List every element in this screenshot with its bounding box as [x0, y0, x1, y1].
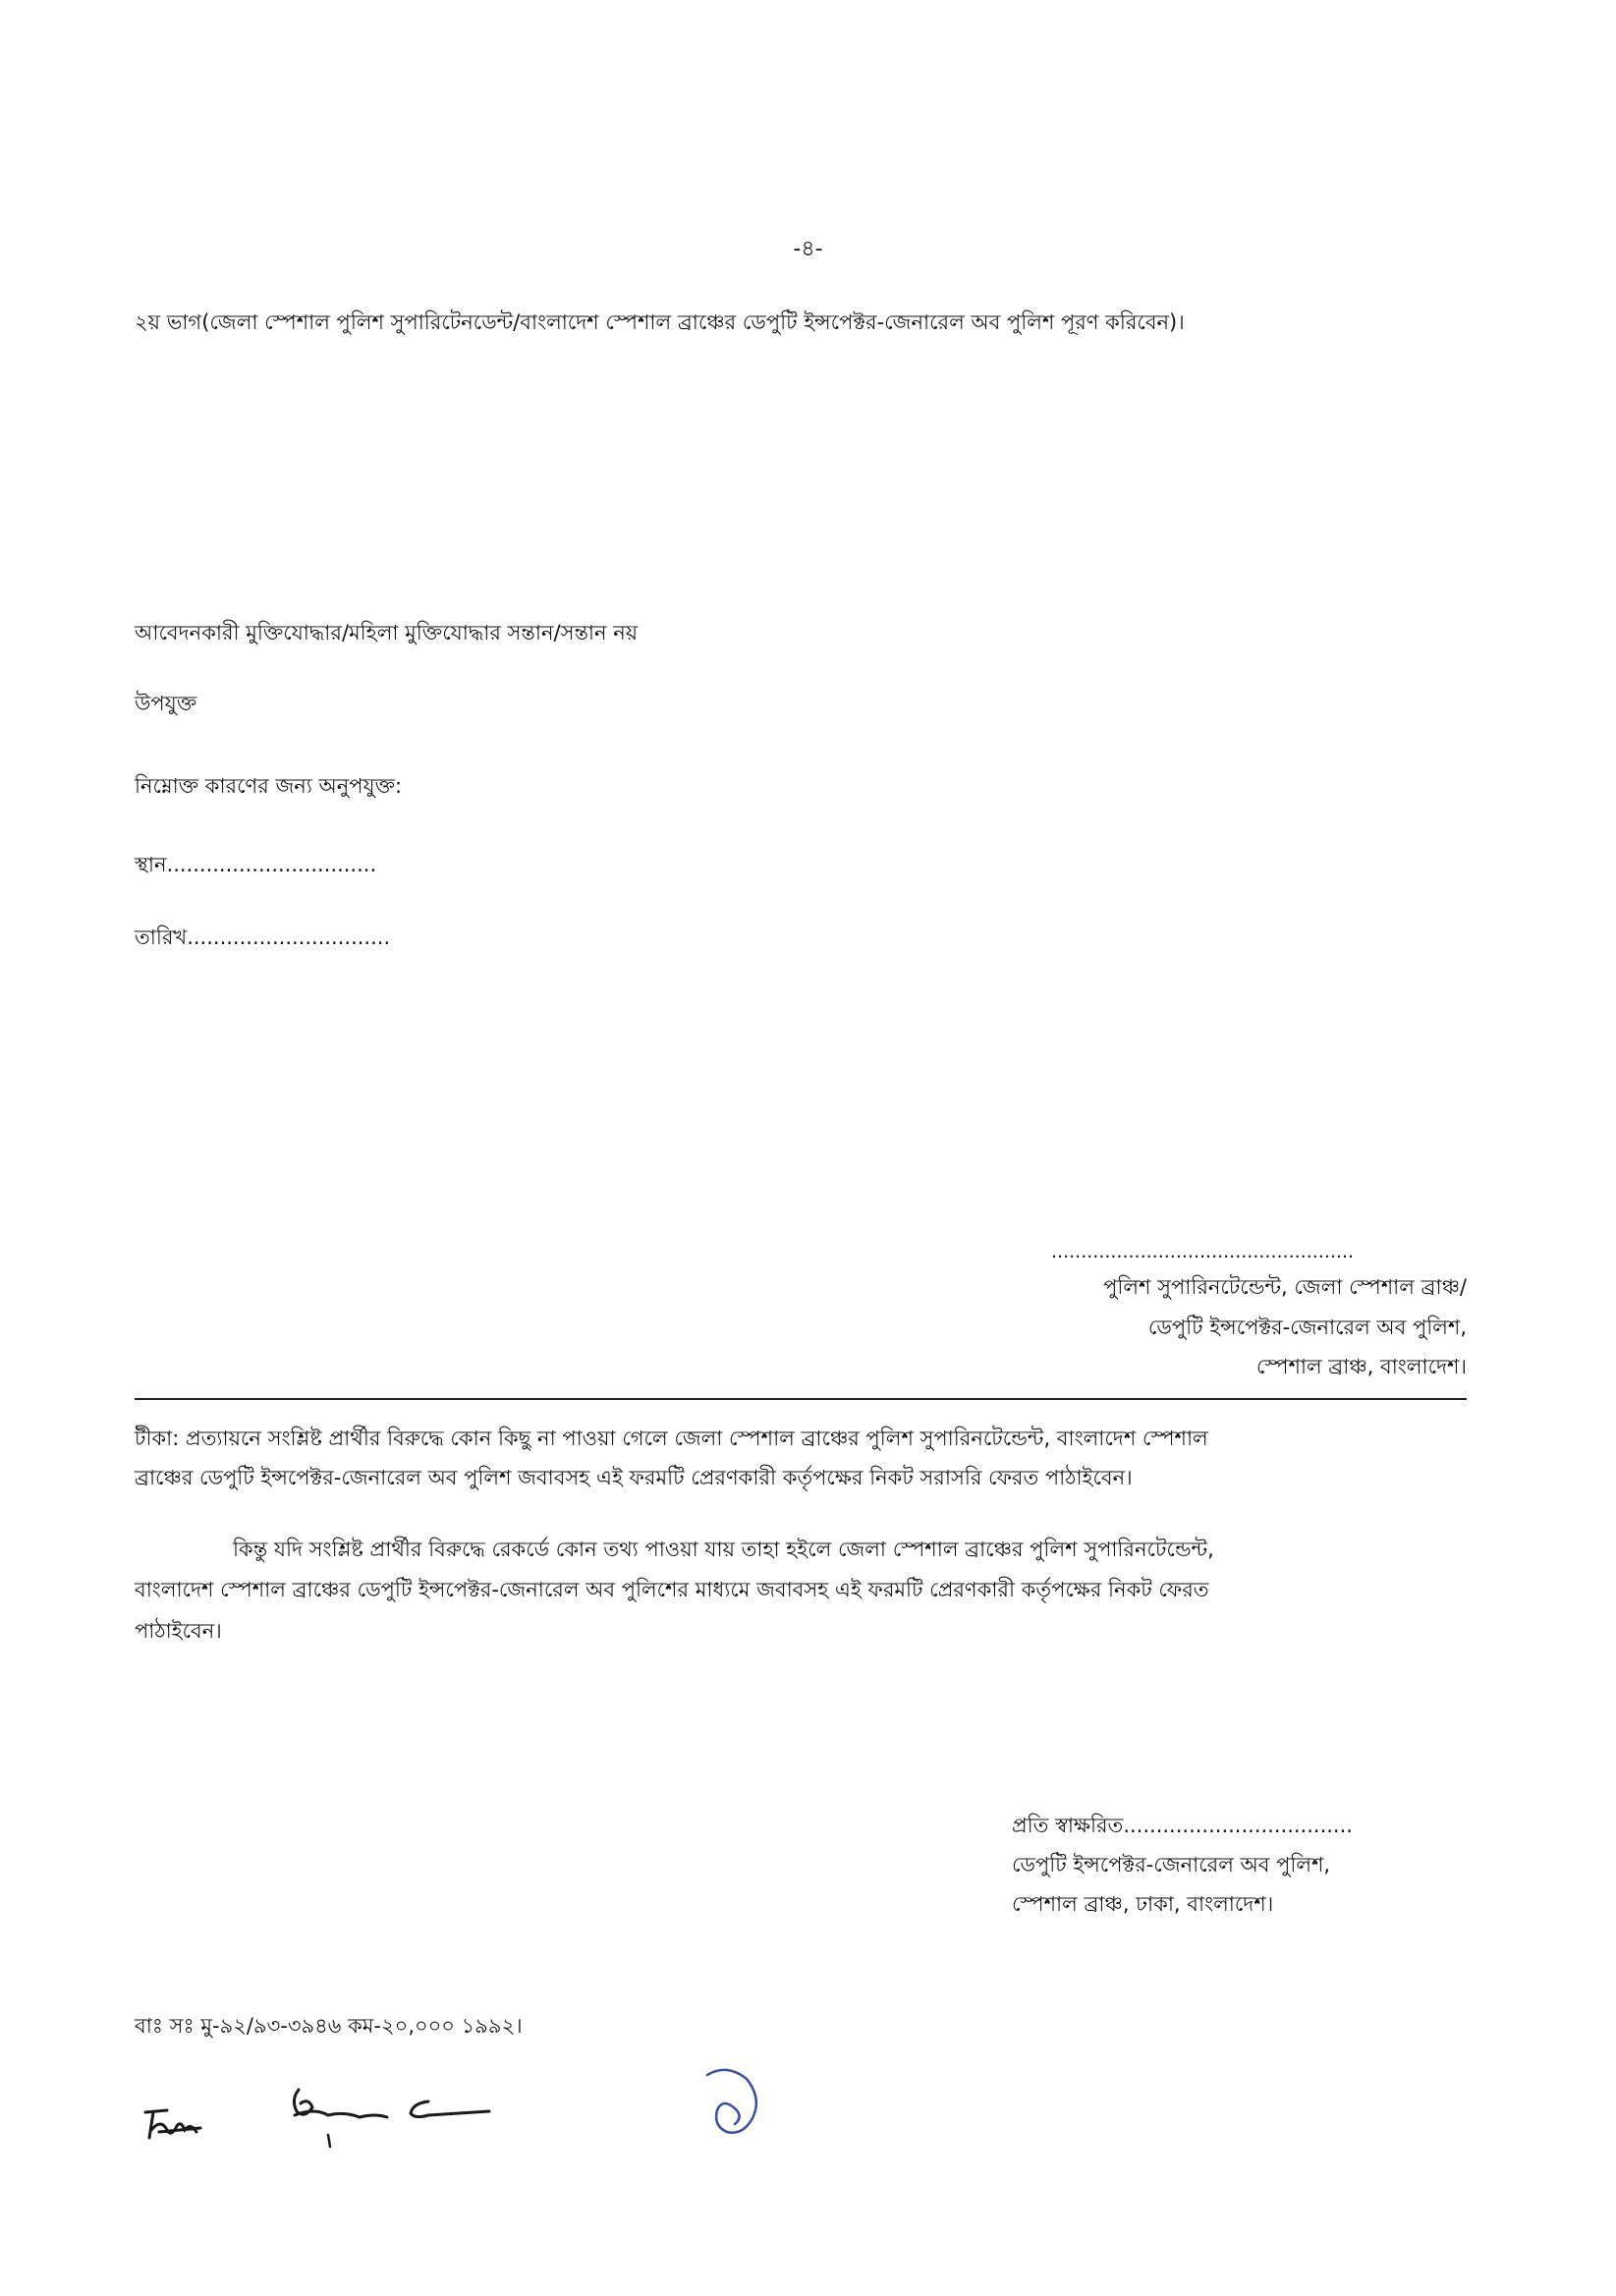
- signature-blue-initial: [688, 2053, 776, 2147]
- signature-2: [285, 2078, 501, 2152]
- note-p2-line3: পাঠাইবেন।: [135, 1619, 222, 1643]
- note-p2-line1: কিন্তু যদি সংশ্লিষ্ট প্রার্থীর বিরুদ্ধে রেকর্ডে কোন তথ্য পাওয়া যায় তাহা হইলে জেলা স্পেশাল ব্রাঞ্চের পুলিশ সুপারিনটেন্ডেন্ট,: [233, 1538, 1214, 1561]
- part-heading: ২য় ভাগ(জেলা স্পেশাল পুলিশ সুপারিটেনডেন্ট/বাংলাদেশ স্পেশাল ব্রাঞ্চের ডেপুটি ইন্সপেক্টর-জেনারেল অব পুলিশ পূরণ করিবেন)।: [135, 310, 1185, 334]
- countersign-line: প্রতি স্বাক্ষরিত...................................: [1012, 1814, 1353, 1837]
- note-p2-line2: বাংলাদেশ স্পেশাল ব্রাঞ্চের ডেপুটি ইন্সপেক্টর-জেনারেল অব পুলিশের মাধ্যমে জবাবসহ এই ফরমটি প্রেরণকারী কর্তৃপক্ষের নিকট ফেরত: [135, 1578, 1209, 1601]
- signatory-title-3: স্পেশাল ব্রাঞ্চ, বাংলাদেশ।: [1255, 1355, 1467, 1378]
- note-p1-line2: ব্রাঞ্চের ডেপুটি ইন্সপেক্টর-জেনারেল অব পুলিশ জবাবসহ এই ফরমটি প্রেরণকারী কর্তৃপক্ষের নিকট সরাসরি ফেরত পাঠাইবেন।: [135, 1466, 1133, 1489]
- print-reference: বাঃ সঃ মু-৯২/৯৩-৩৯৪৬ কম-২০,০০০ ১৯৯২।: [135, 2014, 523, 2038]
- date-field: তারিখ...............................: [135, 925, 391, 949]
- form-line-applicant: আবেদনকারী মুক্তিযোদ্ধার/মহিলা মুক্তিযোদ্ধার সন্তান/সন্তান নয়: [135, 621, 639, 644]
- form-line-ineligible: নিম্নোক্ত কারণের জন্য অনুপযুক্ত:: [135, 774, 403, 798]
- note-p1-line1: টীকা: প্রত্যায়নে সংশ্লিষ্ট প্রার্থীর বিরুদ্ধে কোন কিছু না পাওয়া গেলে জেলা স্পেশাল ব্রাঞ্চের পুলিশ সুপারিনটেন্ডেন্ট, বাংলাদেশ স্পেশাল: [135, 1427, 1208, 1450]
- signature-initial-1: [138, 2093, 226, 2152]
- signatory-title-2: ডেপুটি ইন্সপেক্টর-জেনারেল অব পুলিশ,: [1147, 1316, 1467, 1339]
- form-line-eligible: উপযুক্ত: [135, 692, 197, 715]
- countersign-title-1: ডেপুটি ইন্সপেক্টর-জেনারেল অব পুলিশ,: [1012, 1853, 1331, 1876]
- divider-line: [135, 1398, 1467, 1400]
- page-number: -৪-: [793, 237, 823, 261]
- signature-dots: ...................................................: [1051, 1241, 1355, 1262]
- signatory-title-1: পুলিশ সুপারিনটেন্ডেন্ট, জেলা স্পেশাল ব্রাঞ্চ/: [1103, 1275, 1467, 1299]
- countersign-title-2: স্পেশাল ব্রাঞ্চ, ঢাকা, বাংলাদেশ।: [1012, 1892, 1274, 1916]
- place-field: স্থান................................: [135, 853, 377, 876]
